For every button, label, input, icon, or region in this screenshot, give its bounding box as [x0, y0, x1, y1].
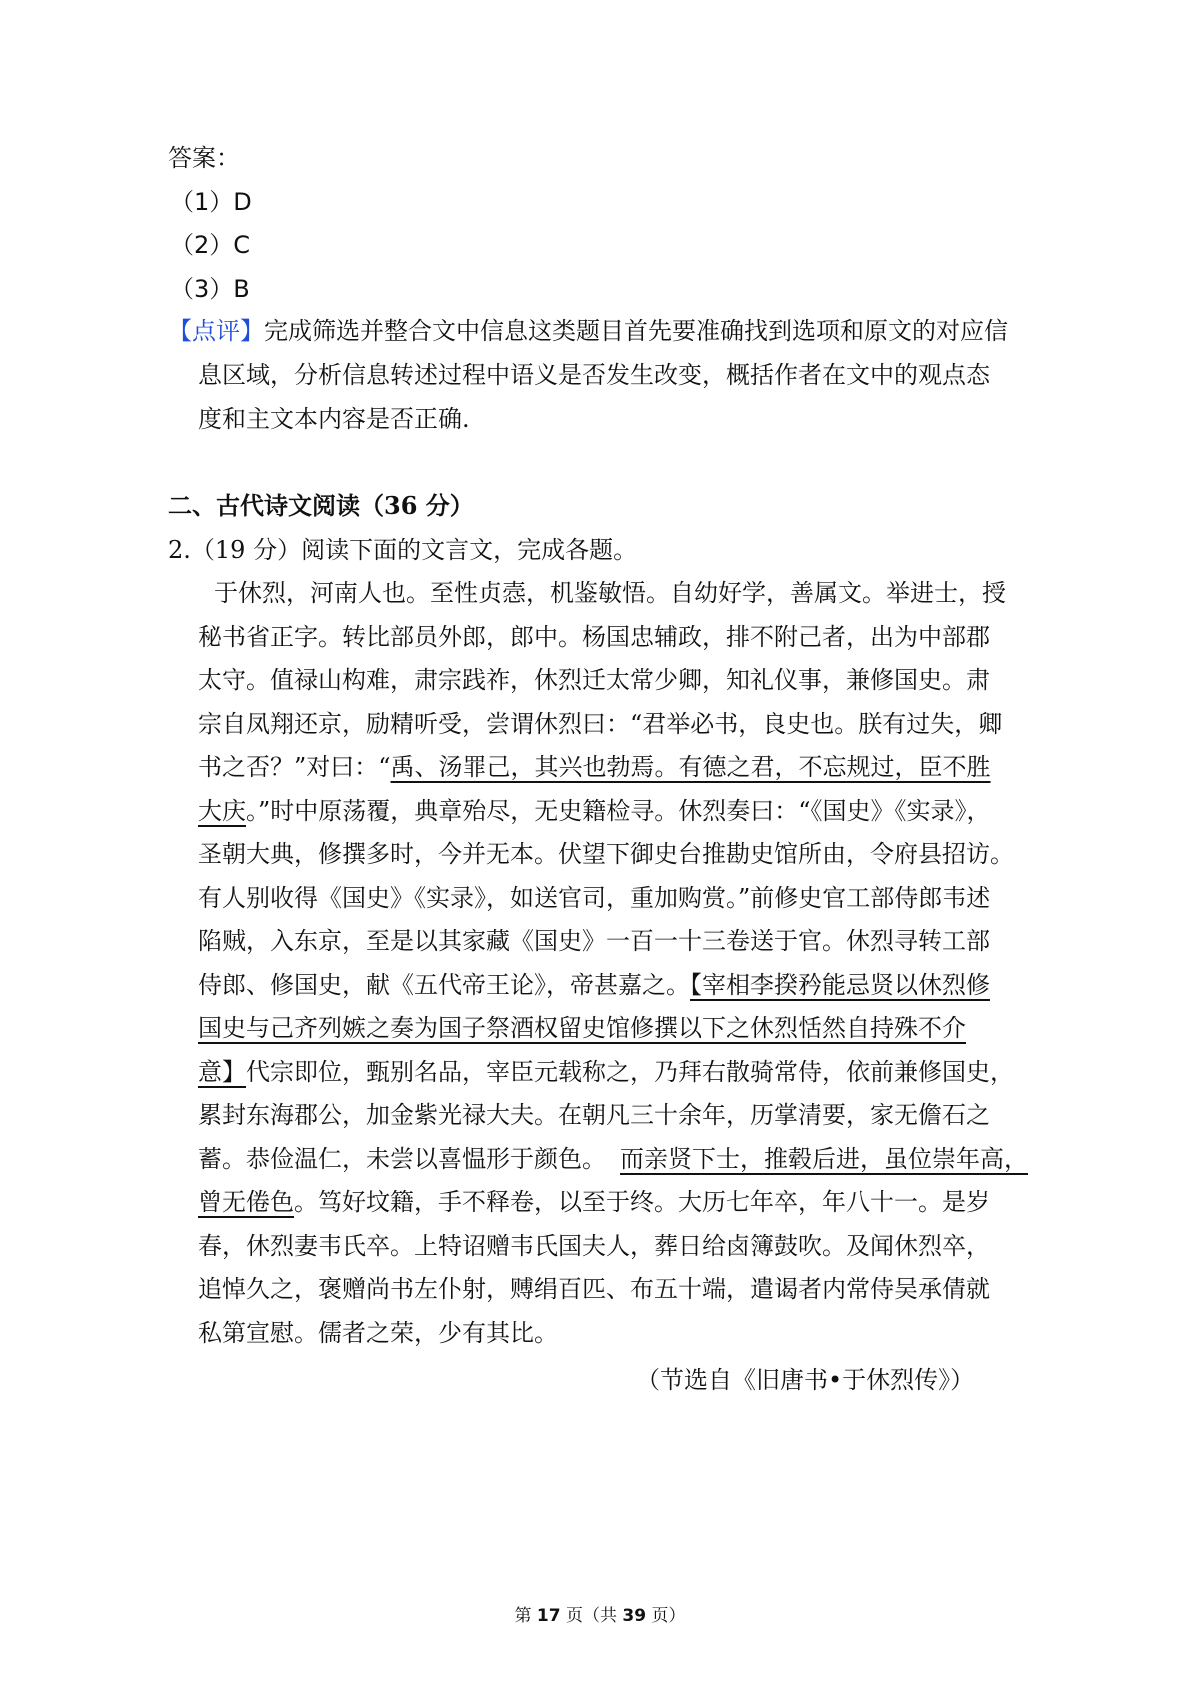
section-heading: 二、古代诗文阅读（36 分） — [168, 491, 474, 520]
footer-suffix: 页） — [646, 1606, 686, 1626]
comment-text-1: 完成筛选并整合文中信息这类题目首先要准确找到选项和原文的对应信 — [264, 317, 1008, 345]
passage-line-4: 宗自凤翔还京，励精听受，尝谓休烈曰：“君举必书，良史也。朕有过失，卿 — [198, 710, 1003, 738]
passage-text: 。笃好坟籍，手不释卷，以至于终。大历七年卒，年八十一。是岁 — [294, 1188, 990, 1216]
passage-line-7: 圣朝大典，修撰多时，今并无本。伏望下御史台推勘史馆所由，令府县招访。 — [198, 840, 1014, 868]
passage-text: 蓄。恭俭温仁，未尝以喜愠形于颜色。 — [198, 1145, 606, 1173]
passage-line-6 — [198, 795, 991, 827]
passage-line-9: 陷贼，入东京，至是以其家藏《国史》一百一十三卷送于官。休烈寻转工部 — [198, 927, 990, 955]
answer-item-1: （1）D — [170, 188, 252, 216]
question-stem: 2.（19 分）阅读下面的文言文，完成各题。 — [168, 536, 638, 564]
passage-line-11: 国史与己齐列嫉之奏为国子祭酒权留史馆修撰以下之休烈恬然自持殊不介 — [198, 1014, 966, 1042]
passage-line-17: 追悼久之，褒赠尚书左仆射，赙绢百匹、布五十端，遣谒者内常侍吴承倩就 — [198, 1275, 990, 1303]
answer-item-2: （2）C — [170, 231, 251, 259]
underlined-sentence: 大庆 — [198, 797, 246, 825]
passage-text: 。”时中原荡覆，典章殆尽，无史籍检寻。休烈奏曰：“《国史》《实录》， — [246, 797, 991, 825]
passage-line-10 — [198, 969, 990, 1001]
passage-line-14 — [198, 1143, 1028, 1175]
underlined-sentence: 禹、汤罪己，其兴也勃焉。有德之君，不忘规过，臣不胜 — [390, 753, 991, 781]
passage-line-2: 秘书省正字。转比部员外郎，郎中。杨国忠辅政，排不附己者，出为中部郡 — [198, 623, 990, 651]
passage-line-1: 于休烈，河南人也。至性贞悫，机鉴敏悟。自幼好学，善属文。举进士，授 — [214, 579, 1006, 607]
answer-item-3: （3）B — [170, 275, 250, 303]
passage-line-8: 有人别收得《国史》《实录》，如送官司，重加购赏。”前修史官工部侍郎韦述 — [198, 884, 991, 912]
footer-middle: 页（共 — [560, 1606, 623, 1626]
underlined-sentence: 而亲贤下士，推毂后进，虽位崇年高， — [620, 1145, 1028, 1173]
comment-line-3: 度和主文本内容是否正确. — [198, 405, 470, 433]
comment-line-2: 息区域，分析信息转述过程中语义是否发生改变，概括作者在文中的观点态 — [198, 361, 990, 389]
total-pages-number: 39 — [622, 1606, 647, 1626]
passage-line-13: 累封东海郡公，加金紫光禄大夫。在朝凡三十余年，历掌清要，家无儋石之 — [198, 1101, 990, 1129]
passage-text: 侍郎、修国史，献《五代帝王论》，帝甚嘉之。 — [198, 971, 690, 999]
passage-line-18: 私第宣慰。儒者之荣，少有其比。 — [198, 1319, 558, 1347]
passage-line-12 — [198, 1056, 1014, 1088]
bracketed-sentence: 意】 — [198, 1058, 246, 1086]
passage-text: 书之否？”对曰：“ — [198, 753, 391, 781]
comment-line-1 — [168, 315, 1008, 347]
passage-line-15 — [198, 1186, 990, 1218]
page-footer — [0, 1604, 1200, 1628]
answer-label: 答案： — [168, 144, 240, 172]
passage-text: 代宗即位，甄别名品，宰臣元载称之，乃拜右散骑常侍，依前兼修国史， — [246, 1058, 1014, 1086]
bracketed-sentence: 【宰相李揆矜能忌贤以休烈修 — [690, 971, 990, 999]
footer-prefix: 第 — [514, 1606, 537, 1626]
current-page-number: 17 — [536, 1606, 561, 1626]
passage-source: （节选自《旧唐书•于休烈传》） — [636, 1366, 975, 1394]
passage-line-3: 太守。值禄山构难，肃宗践祚，休烈迁太常少卿，知礼仪事，兼修国史。肃 — [198, 666, 990, 694]
underlined-sentence: 曾无倦色 — [198, 1188, 294, 1216]
passage-line-5 — [198, 751, 991, 783]
comment-tag: 【点评】 — [168, 317, 264, 345]
passage-line-16: 春，休烈妻韦氏卒。上特诏赠韦氏国夫人，葬日给卤簿鼓吹。及闻休烈卒， — [198, 1232, 990, 1260]
